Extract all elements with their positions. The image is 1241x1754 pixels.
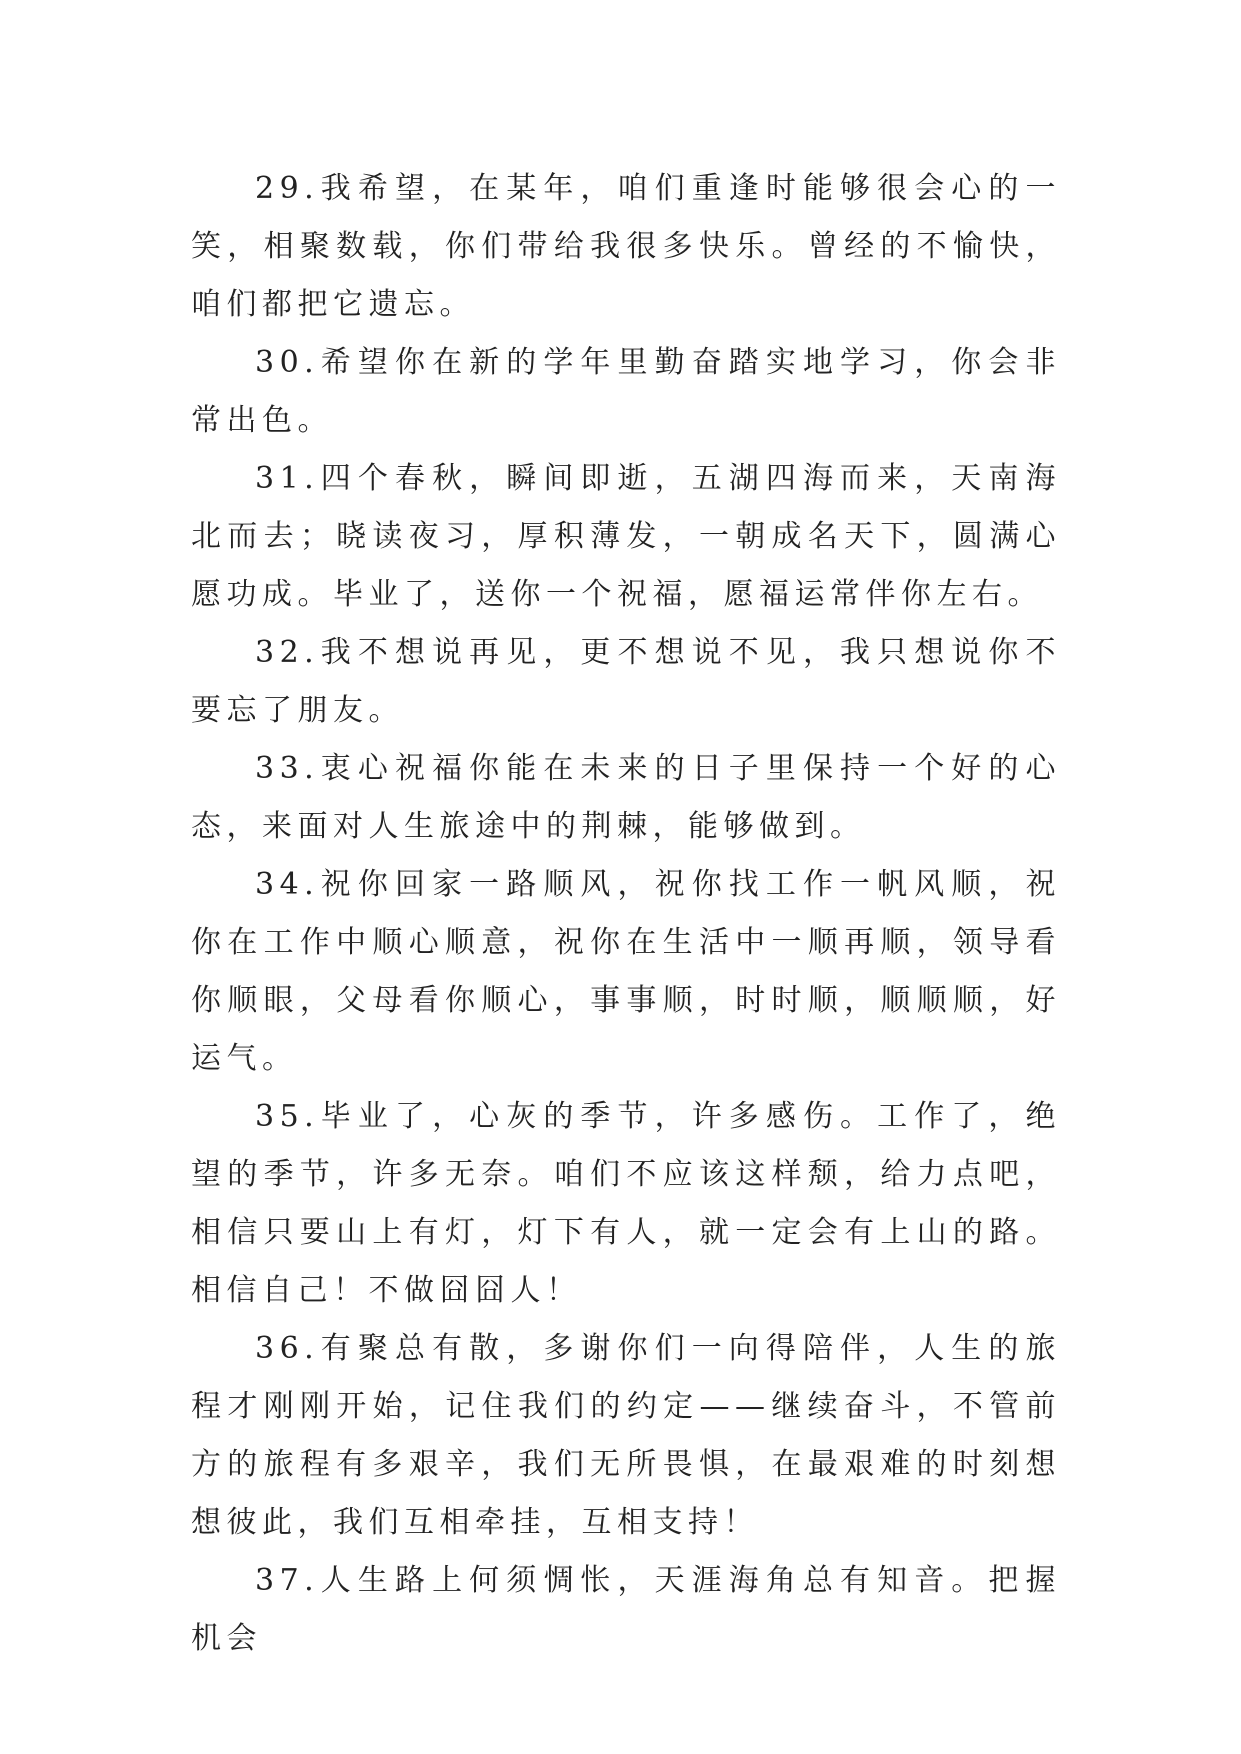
paragraph-37: 37.人生路上何须惆怅，天涯海角总有知音。把握机会 (191, 1563, 1061, 1656)
paragraph-34: 34.祝你回家一路顺风，祝你找工作一帆风顺，祝你在工作中顺心顺意，祝你在生活中一顺再顺，领导看你顺眼，父母看你顺心，事事顺，时时顺，顺顺顺，好运气。 (191, 867, 1061, 1076)
document-body (191, 160, 1061, 1668)
paragraph-36: 36.有聚总有散，多谢你们一向得陪伴，人生的旅程才刚刚开始，记住我们的约定——继续奋斗，不管前方的旅程有多艰辛，我们无所畏惧，在最艰难的时刻想想彼此，我们互相牵挂，互相支持！ (191, 1331, 1061, 1540)
paragraph-30: 30.希望你在新的学年里勤奋踏实地学习，你会非常出色。 (191, 345, 1061, 438)
paragraph-32: 32.我不想说再见，更不想说不见，我只想说你不要忘了朋友。 (191, 635, 1061, 728)
paragraph-35: 35.毕业了，心灰的季节，许多感伤。工作了，绝望的季节，许多无奈。咱们不应该这样颓，给力点吧，相信只要山上有灯，灯下有人，就一定会有上山的路。相信自己！不做囧囧人！ (191, 1099, 1061, 1308)
paragraph-33: 33.衷心祝福你能在未来的日子里保持一个好的心态，来面对人生旅途中的荆棘，能够做到。 (191, 751, 1061, 844)
paragraph-29: 29.我希望，在某年，咱们重逢时能够很会心的一笑，相聚数载，你们带给我很多快乐。曾经的不愉快，咱们都把它遗忘。 (191, 171, 1061, 322)
paragraph-31: 31.四个春秋，瞬间即逝，五湖四海而来，天南海北而去；晓读夜习，厚积薄发，一朝成名天下，圆满心愿功成。毕业了，送你一个祝福，愿福运常伴你左右。 (191, 461, 1061, 612)
